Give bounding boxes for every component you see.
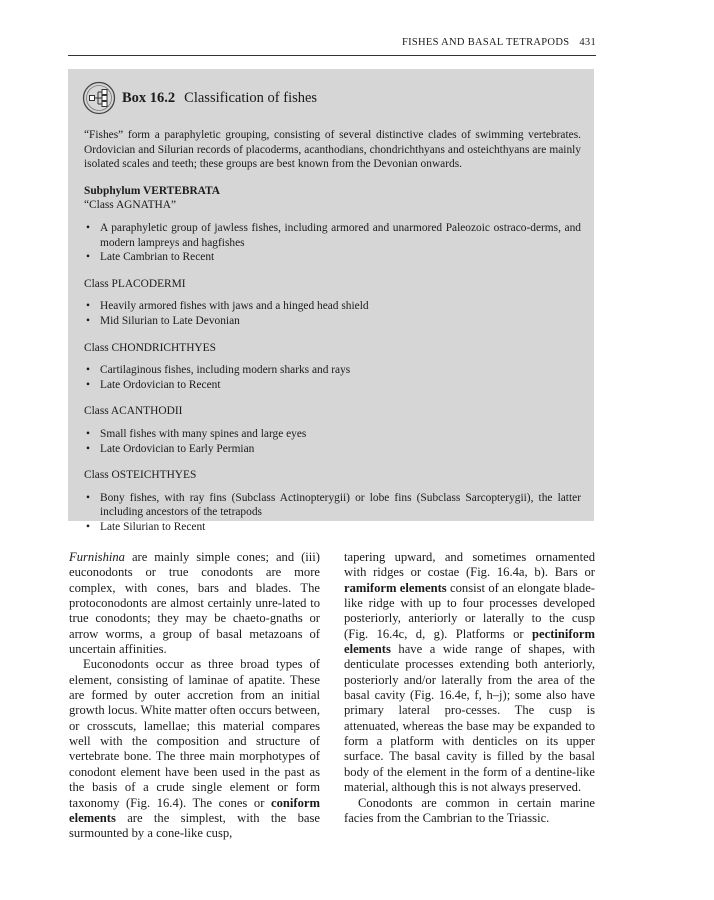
text-run: are mainly simple cones; and (iii) euconodonts or true conodonts are more complex, with cones, bars and blades. The protoconodonts are almost certainly unre-lated to true conodonts; they may be chaeto-gnaths or arrow worms, a group of basal metazoans of uncertain affinities. bbox=[69, 550, 320, 657]
bullet-list bbox=[84, 427, 581, 456]
box-number: Box 16.2 bbox=[122, 89, 176, 106]
running-head bbox=[68, 37, 596, 48]
bullet-list bbox=[84, 363, 581, 392]
page-number: 431 bbox=[579, 37, 596, 48]
italic-term: Furnishina bbox=[69, 550, 125, 564]
bullet-item: • Cartilaginous fishes, including modern sharks and rays bbox=[84, 363, 581, 378]
class-heading: Class OSTEICHTHYES bbox=[84, 469, 197, 482]
bullet-item: • Late Ordovician to Early Permian bbox=[84, 442, 581, 457]
bullet-item: • Bony fishes, with ray fins (Subclass Actinopterygii) or lobe fins (Subclass Sarcopterygii), the latter including ancestors of the tetrapods bbox=[84, 491, 581, 520]
text-run: Conodonts are common in certain marine facies from the Cambrian to the Triassic. bbox=[344, 795, 595, 825]
bold-term: ramiform elements bbox=[344, 580, 447, 595]
taxon-group-placodermi bbox=[84, 277, 581, 329]
body-paragraph bbox=[69, 550, 320, 657]
classification-tree-icon bbox=[82, 81, 116, 115]
bullet-list bbox=[84, 299, 581, 328]
right-column bbox=[344, 550, 595, 826]
body-paragraph bbox=[344, 550, 595, 796]
bold-term: pectiniform elements bbox=[344, 626, 595, 657]
bullet-item: • Late Cambrian to Recent bbox=[84, 250, 581, 265]
class-heading: Class ACANTHODII bbox=[84, 405, 183, 418]
text-run: have a wide range of shapes, with denticulate processes extending both anteriorly, posteriorly and/or laterally from the area of the basal cavity (Fig. 16.4e, f, h–j); some also have primary lateral pro-cesses. The cusp is attenuated, whereas the base may be expanded to form a platform with denticles on its upper surface. The basal cavity is filled by the basal body of the element in the form of a dentine-like material, although this is not always preserved. bbox=[344, 642, 595, 795]
bullet-item: • A paraphyletic group of jawless fishes, including armored and unarmored Paleozoic ostraco-derms, and modern lampreys and hagfishes bbox=[84, 221, 581, 250]
running-title: FISHES AND BASAL TETRAPODS bbox=[401, 37, 570, 48]
bullet-item: • Late Silurian to Recent bbox=[84, 520, 581, 535]
left-column bbox=[69, 550, 320, 842]
class-heading: Class CHONDRICHTHYES bbox=[84, 341, 216, 354]
bullet-list bbox=[84, 491, 581, 535]
class-heading: “Class AGNATHA” bbox=[84, 199, 177, 212]
text-run: are the simplest, with the base surmounted by a cone-like cusp, bbox=[69, 810, 320, 841]
box-title: Classification of fishes bbox=[184, 89, 318, 106]
bullet-item: • Mid Silurian to Late Devonian bbox=[84, 314, 581, 329]
text-run: consist of an elongate blade-like ridge with up to four processes developed posteriorly, anteriorly or laterally to the cusp (Fig. 16.4c, d, g). Platforms or bbox=[344, 580, 595, 641]
taxon-group-agnatha bbox=[84, 184, 581, 265]
taxon-group-acanthodii bbox=[84, 404, 581, 456]
bullet-item: • Small fishes with many spines and large eyes bbox=[84, 427, 581, 442]
bold-term: coniform elements bbox=[69, 795, 320, 825]
class-heading: Class PLACODERMI bbox=[84, 277, 186, 290]
taxon-group-osteichthyes bbox=[84, 468, 581, 534]
bullet-item: • Heavily armored fishes with jaws and a hinged head shield bbox=[84, 299, 581, 314]
bullet-list bbox=[84, 221, 581, 265]
bullet-item: • Late Ordovician to Recent bbox=[84, 378, 581, 393]
body-paragraph bbox=[69, 657, 320, 841]
subphylum-heading: Subphylum VERTEBRATA bbox=[84, 184, 221, 197]
box-title-row bbox=[82, 81, 317, 115]
box-intro: “Fishes” form a paraphyletic grouping, consisting of several distinctive clades of swimming vertebrates. Ordovician and Silurian records of placoderms, acanthodians, chondrichthyans and osteichthyans are mainly isolated scales and teeth; these groups are best known from the Devonian onwards. bbox=[84, 129, 581, 171]
header-rule bbox=[68, 55, 596, 56]
taxon-group-chondrichthyes bbox=[84, 341, 581, 393]
classification-box bbox=[68, 69, 594, 533]
text-run: Euconodonts occur as three broad types of element, consisting of laminae of apatite. These are formed by outer accretion from an initial growth locus. White matter often occurs between, or crosscuts, lamellae; this material compares well with the composition and structure of vertebrate bone. The three main morphotypes of conodont element have been used in the past as the basis of a crude single element or form taxonomy (Fig. 16.4). The cones or bbox=[69, 657, 320, 810]
box-body bbox=[84, 128, 581, 534]
body-paragraph bbox=[344, 796, 595, 827]
text-run: tapering upward, and sometimes ornamented with ridges or costae (Fig. 16.4a, b). Bars or bbox=[344, 550, 595, 580]
